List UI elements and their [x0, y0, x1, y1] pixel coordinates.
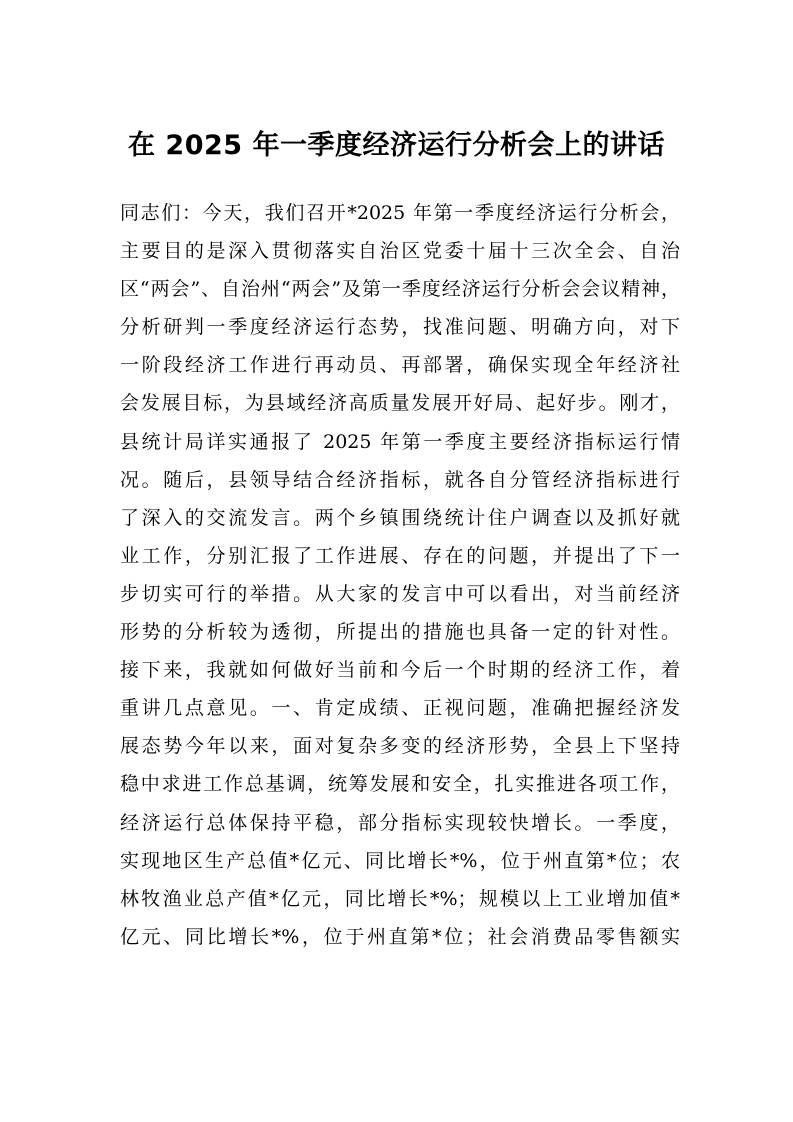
body-line: 形势的分析较为透彻，所提出的措施也具备一定的针对性。 [120, 621, 680, 644]
body-line: 区“两会”、自治州“两会”及第一季度经济运行分析会会议精神， [120, 278, 680, 301]
body-line: 分析研判一季度经济运行态势，找准问题、明确方向，对下 [120, 316, 680, 339]
document-title: 在 2025 年一季度经济运行分析会上的讲话 [128, 130, 665, 161]
body-line: 展态势今年以来，面对复杂多变的经济形势，全县上下坚持 [120, 735, 680, 758]
body-line: 县统计局详实通报了 2025 年第一季度主要经济指标运行情 [120, 430, 680, 453]
body-line: 主要目的是深入贯彻落实自治区党委十届十三次全会、自治 [120, 240, 680, 263]
body-line: 稳中求进工作总基调，统筹发展和安全，扎实推进各项工作， [120, 773, 680, 796]
body-line: 业工作，分别汇报了工作进展、存在的问题，并提出了下一 [120, 544, 680, 567]
body-line: 一阶段经济工作进行再动员、再部署，确保实现全年经济社 [120, 354, 680, 377]
body-line: 步切实可行的举措。从大家的发言中可以看出，对当前经济 [120, 582, 680, 605]
body-line: 亿元、同比增长*%，位于州直第*位；社会消费品零售额实 [120, 925, 680, 948]
body-line: 经济运行总体保持平稳，部分指标实现较快增长。一季度， [120, 811, 680, 834]
body-line: 同志们：今天，我们召开*2025 年第一季度经济运行分析会， [120, 202, 680, 224]
body-line: 重讲几点意见。一、肯定成绩、正视问题，准确把握经济发 [120, 697, 680, 720]
body-line: 林牧渔业总产值*亿元，同比增长*%；规模以上工业增加值* [120, 887, 680, 910]
body-line: 了深入的交流发言。两个乡镇围绕统计住户调查以及抓好就 [120, 506, 680, 529]
body-line: 接下来，我就如何做好当前和今后一个时期的经济工作，着 [120, 659, 680, 682]
body-line: 况。随后，县领导结合经济指标，就各自分管经济指标进行 [120, 468, 680, 491]
body-line: 会发展目标，为县域经济高质量发展开好局、起好步。刚才， [120, 392, 680, 415]
document-body [120, 194, 680, 956]
body-line: 实现地区生产总值*亿元、同比增长*%，位于州直第*位；农 [120, 849, 680, 872]
